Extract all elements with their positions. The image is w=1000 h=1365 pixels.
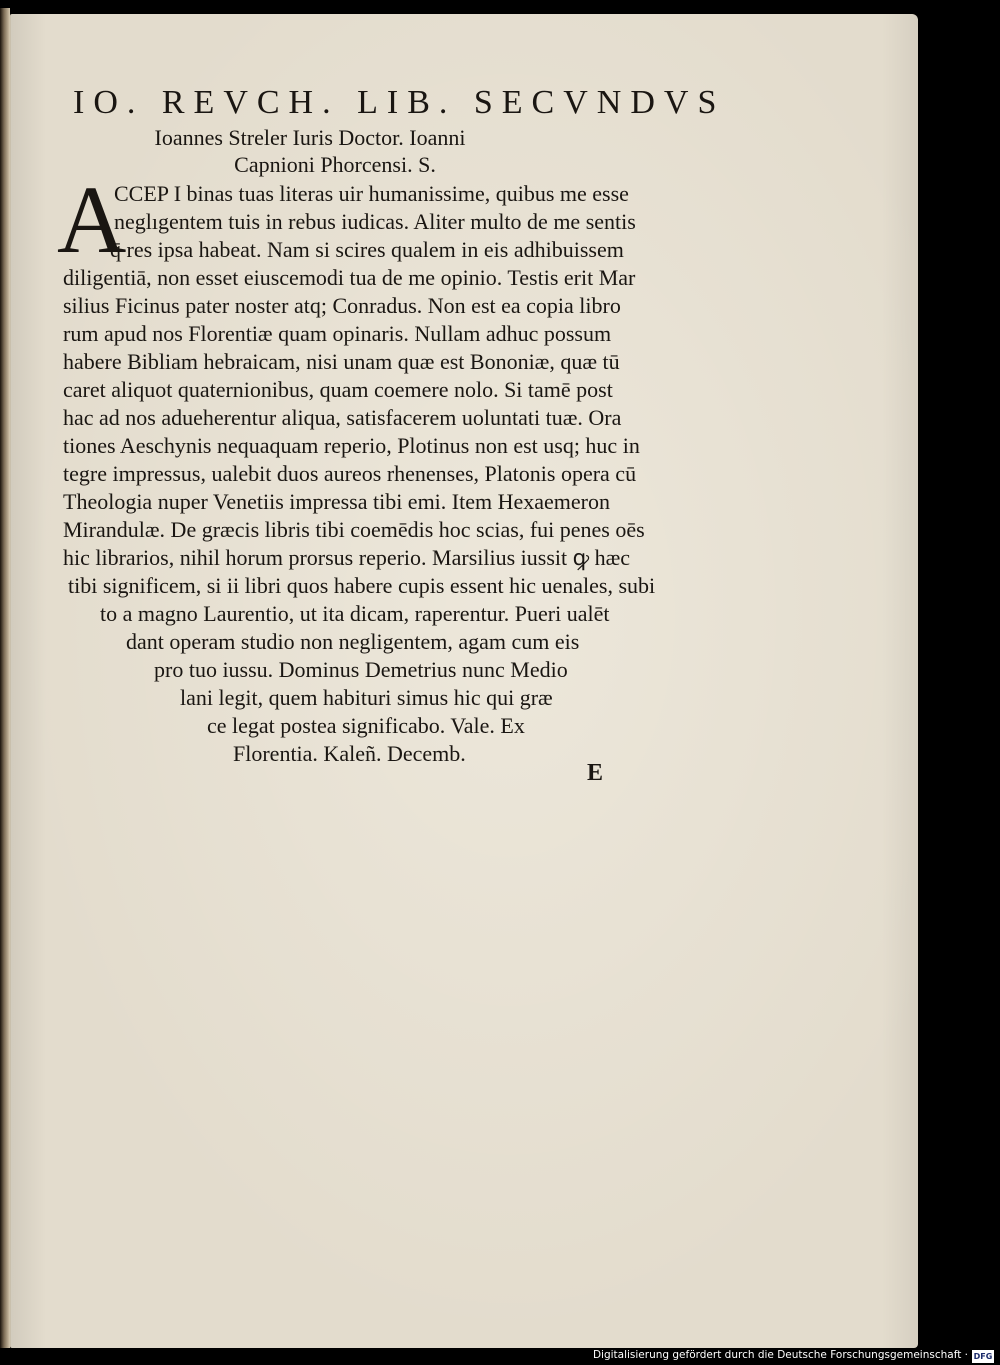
funding-credit: Digitalisierung gefördert durch die Deutsche Forschungsgemeinschaft · <box>592 1349 968 1361</box>
body-line: habere Bibliam hebraicam, nisi unam quæ est Bononiæ, quæ tū <box>63 349 620 374</box>
heading-line-1: Ioannes Streler Iuris Doctor. Ioanni <box>154 125 466 150</box>
book-spine-edge <box>0 8 10 1348</box>
body-line: pro tuo iussu. Dominus Demetrius nunc Medio <box>154 657 568 682</box>
body-line: caret aliquot quaternionibus, quam coemere nolo. Si tamē post <box>63 377 613 402</box>
signature-mark: E <box>587 760 604 786</box>
heading-line-2: Capnioni Phorcensi. S. <box>234 152 436 177</box>
body-line: hic librarios, nihil horum prorsus reperio. Marsilius iussit ꝙ hæc <box>63 545 631 570</box>
body-line: tiones Aeschynis nequaquam reperio, Plotinus non est usq; huc in <box>63 433 640 458</box>
body-line: ce legat postea significabo. Vale. Ex <box>207 713 525 738</box>
body-line: rum apud nos Florentiæ quam opinaris. Nullam adhuc possum <box>63 321 612 346</box>
body-line: hac ad nos adueherentur aliqua, satisfacerem uoluntati tuæ. Ora <box>63 405 622 430</box>
body-line: diligentiā, non esset eiuscemodi tua de me opinio. Testis erit Mar <box>63 265 636 290</box>
body-line: to a magno Laurentio, ut ita dicam, raperentur. Pueri ualēt <box>100 601 610 626</box>
body-line: lani legit, quem habituri simus hic qui græ <box>180 685 553 710</box>
dfg-logo: DFG <box>973 1352 993 1361</box>
body-line: tegre impressus, ualebit duos aureos rhenenses, Platonis opera cū <box>63 461 637 486</box>
body-line: Theologia nuper Venetiis impressa tibi emi. Item Hexaemeron <box>63 489 610 514</box>
body-line: CCEP I binas tuas literas uir humanissime, quibus me esse <box>114 181 629 206</box>
body-line: silius Ficinus pater noster atq; Conradus. Non est ea copia libro <box>63 293 621 318</box>
body-line: q̄ res ipsa habeat. Nam si scires qualem in eis adhibuissem <box>110 237 624 262</box>
body-line: dant operam studio non negligentem, agam cum eis <box>126 629 580 654</box>
body-line: Mirandulæ. De græcis libris tibi coemēdis hoc scias, fui penes oēs <box>63 517 645 542</box>
body-line: neglıgentem tuis in rebus iudicas. Aliter multo de me sentis <box>114 209 636 234</box>
body-line: Florentia. Kaleñ. Decemb. <box>233 741 466 766</box>
body-line: tibi significem, si ii libri quos habere cupis essent hic uenales, subi <box>68 573 656 598</box>
drop-cap-initial: A <box>57 166 127 273</box>
running-head: IO. REVCH. LIB. SECVNDVS <box>73 84 726 121</box>
